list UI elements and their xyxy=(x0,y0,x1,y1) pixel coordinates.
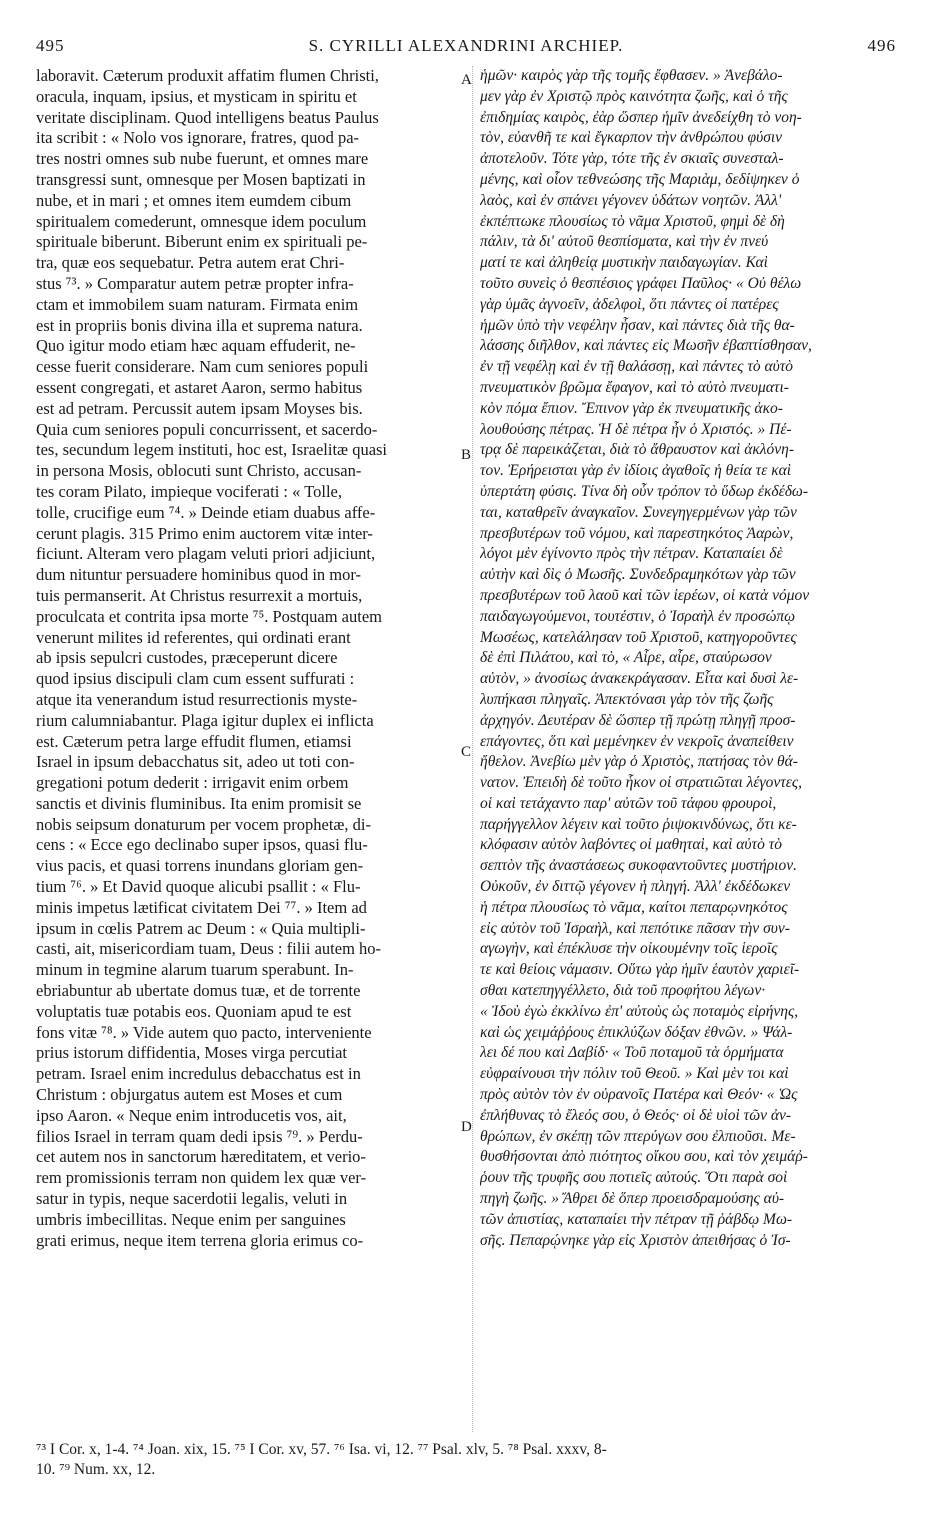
latin-text-line: dum nituntur persuadere hominibus quod in mor- xyxy=(36,565,362,585)
greek-text-line: πνευματικὸν βρῶμα ἔφαγον, καὶ τὸ αὐτὸ πνευματι- xyxy=(480,378,789,396)
latin-text-line: Quia cum seniores populi concurrissent, et sacerdo- xyxy=(36,419,378,439)
greek-text-line: λει δέ που καὶ Δαβίδ· « Τοῦ ποταμοῦ τὰ ὁρμήματα xyxy=(480,1044,784,1062)
margin-letter-c: C xyxy=(461,744,472,760)
greek-text-line: τοῦτο συνεὶς ὁ θεσπέσιος γράφει Παῦλος· « Οὐ θέλω xyxy=(480,274,802,292)
latin-text-line: atque ita venerandum istud resurrectionis myste- xyxy=(36,689,358,709)
greek-text-line: εἰς αὐτὸν τοῦ Ἰσραὴλ, καὶ πεπότικε πᾶσαν τὴν συν- xyxy=(480,919,790,937)
latin-text-line: tra, quæ eos sequebatur. Petra autem erat Chri- xyxy=(36,253,345,273)
latin-text-line: grati erimus, neque item terrena gloria erimus co- xyxy=(36,1230,364,1250)
greek-text-line: εὐφραίνουσι τὴν πόλιν τοῦ Θεοῦ. » Καὶ μὲν τοι καὶ xyxy=(480,1065,789,1083)
greek-text-line: « Ἰδοὺ ἐγὼ ἐκκλίνω ἐπ' αὐτοὺς ὡς ποταμὸς εἰρήνης, xyxy=(480,1002,799,1020)
greek-text-line: παρήγγελλον λέγειν καὶ τοῦτο ῥιψοκινδύνως, ὅτι κε- xyxy=(480,815,797,833)
greek-text-line: λουθούσης πέτρας. Ἡ δὲ πέτρα ἦν ὁ Χριστός. » Πέ- xyxy=(480,420,792,438)
greek-text-line: τρᾳ δὲ παρεικάζεται, διὰ τὸ ἄθραυστον καὶ ἀκλόνη- xyxy=(480,441,794,459)
latin-text-line: sanctis et divinis fluminibus. Ita enim promisit se xyxy=(36,793,362,813)
latin-text-line: minum in tegmine alarum tuarum sperabunt. In- xyxy=(36,960,354,980)
latin-text-line: rium calumniabantur. Plaga igitur duplex ei inflicta xyxy=(36,710,374,730)
page-number-right: 496 xyxy=(867,36,896,55)
latin-text-line: voluptatis tuæ potabis eos. Quoniam apud te est xyxy=(36,1001,352,1021)
margin-letter-a: A xyxy=(461,72,472,88)
greek-text-line: αὐτὴν καὶ δὶς ὁ Μωσῆς. Συνδεδραμηκότων γὰρ τῶν xyxy=(480,566,796,584)
latin-text-line: oracula, inquam, ipsius, et mysticam in spiritu et xyxy=(36,86,357,106)
greek-text-line: Μωσέως, κατελάλησαν τοῦ Χριστοῦ, κατηγοροῦντες xyxy=(480,628,797,646)
latin-text-line: nobis seipsum donaturum per vocem prophetæ, di- xyxy=(36,814,371,834)
greek-text-line: ὑπερτάτη φύσις. Τίνα δὴ οὖν τρόπον τὸ ὕδωρ ἐκδέδω- xyxy=(480,482,809,500)
greek-text-line: θρώπων, ἐν σκέπῃ τῶν πτερύγων σου ἐλπιοῦσι. Με- xyxy=(480,1127,796,1145)
greek-text-line: παιδαγωγούμενοι, τουτέστιν, ὁ Ἰσραὴλ ἐν προσώπῳ xyxy=(480,607,796,625)
latin-text-line: Quo igitur modo etiam hæc aquam effuderit, ne- xyxy=(36,336,356,356)
latin-text-line: ipsum in cœlis Patrem ac Deum : « Quia multipli- xyxy=(36,918,366,938)
latin-text-line: cens : « Ecce ego declinabo super ipsos, quasi flu- xyxy=(36,835,368,855)
latin-text-line: cet autem nos in sanctorum hæreditatem, et verio- xyxy=(36,1147,366,1167)
latin-text-line: umbris imbecillitas. Neque enim per sanguines xyxy=(36,1209,346,1229)
greek-text-line: πρὸς αὐτὸν τὸν ἐν οὐρανοῖς Πατέρα καὶ Θεόν· « Ὡς xyxy=(480,1086,798,1104)
greek-text-line: ματί τε καὶ ἀληθείᾳ μυστικὴν παιδαγωγίαν. Καὶ xyxy=(480,254,768,272)
greek-text-line: ἡμῶν· καιρὸς γὰρ τῆς τομῆς ἔφθασεν. » Ἀνεβάλο- xyxy=(480,67,783,84)
latin-text-line: tolle, crucifige eum ⁷⁴. » Deinde etiam duabus affe- xyxy=(36,502,376,522)
greek-text-line: τὸν, εὐανθῆ τε καὶ ἔγκαρπον τὴν ἀνθρώπου φύσιν xyxy=(480,129,783,147)
greek-text-line: λυπήκασι πληγαῖς. Ἀπεκτόνασι γὰρ τὸν τῆς ζωῆς xyxy=(480,690,774,708)
latin-text-line: satur in typis, neque sacerdotii legalis, veluti in xyxy=(36,1189,348,1209)
greek-text-line: κλόφασιν αὐτὸν λαβόντες οἱ μαθηταὶ, καὶ αὐτὸ τὸ xyxy=(480,836,783,854)
latin-text-line: laboravit. Cæterum produxit affatim flumen Christi, xyxy=(36,66,379,85)
latin-text-line: Christum : objurgatus autem est Moses et cum xyxy=(36,1085,343,1105)
latin-text-line: est in propriis bonis divina illa et suprema natura. xyxy=(36,315,363,335)
greek-text-line: ἡ πέτρα πλουσίως τὸ νᾶμα, καίτοι πεπαρῳνηκότος xyxy=(480,898,788,916)
latin-text-line: petram. Israel enim incredulus debacchatus est in xyxy=(36,1064,361,1084)
latin-text-line: spirituale biberunt. Biberunt enim ex spirituali pe- xyxy=(36,232,368,252)
greek-text-line: Οὐκοῦν, ἐν διττῷ γέγονεν ἡ πληγή. Ἀλλ' ἐκδέδωκεν xyxy=(480,878,791,896)
greek-text-line: ἀρχηγόν. Δευτέραν δὲ ὥσπερ τῇ πρώτῃ πληγῇ προσ- xyxy=(480,711,796,729)
latin-text-line: venerunt milites id referentes, qui ordinati erant xyxy=(36,627,351,647)
greek-text-line: μένης, καὶ οἷον τεθνεώσης τῆς Μαριὰμ, δεδίψηκεν ὁ xyxy=(480,170,800,188)
greek-text-line: πρεσβυτέρων τοῦ νόμου, καὶ παρεστηκότος Ἀαρὼν, xyxy=(480,524,794,542)
greek-text-line: ἐπιδημίας καιρὸς, ἐὰρ ὥσπερ ἡμῖν ἀνεδείχθη τὸ νοη- xyxy=(480,108,802,126)
latin-text-line: est ad petram. Percussit autem ipsam Moyses bis. xyxy=(36,398,363,418)
greek-text-line: σθαι κατεπηγγέλλετο, διὰ τοῦ προφήτου λέγων· xyxy=(480,982,766,1000)
greek-text-line: λαὸς, καὶ ἐν σπάνει γέγονεν ὑδάτων νοητῶν. Ἀλλ' xyxy=(480,191,782,209)
greek-text-line: κὸν πόμα ἔπιον. Ἔπινον γὰρ ἐκ πνευματικῆς ἀκο- xyxy=(480,399,783,417)
latin-text-line: proculcata et contrita ipsa morte ⁷⁵. Postquam autem xyxy=(36,606,382,626)
greek-text-line: καὶ ὡς χειμάῤῥους ἐπικλύζων δόξαν ἐθνῶν. » Ψάλ- xyxy=(480,1023,793,1041)
latin-text-line: ab ipsis sepulcri custodes, præceperunt dicere xyxy=(36,648,338,668)
greek-text-line: πρεσβυτέρων τοῦ λαοῦ καὶ τῶν ἱερέων, οἱ κατὰ νόμον xyxy=(480,586,810,604)
latin-text-line: tium ⁷⁶. » Et David quoque alicubi psallit : « Flu- xyxy=(36,877,361,897)
greek-text-line: νατον. Ἐπειδὴ δὲ τοῦτο ἧκον οἱ στρατιῶται λέγοντες, xyxy=(480,774,803,792)
latin-text-line: transgressi sunt, omnesque per Mosen baptizati in xyxy=(36,169,366,189)
latin-text-line: ctam et immobilem suam naturam. Firmata enim xyxy=(36,294,359,314)
latin-text-line: fons vitæ ⁷⁸. » Vide autem quo pacto, interveniente xyxy=(36,1022,372,1042)
greek-text-line: σῆς. Πεπαρῴνηκε γὰρ εἰς Χριστὸν ἀπειθήσας ὁ Ἰσ- xyxy=(480,1231,791,1249)
greek-text-line: ἤθελον. Ἀνεβίω μὲν γὰρ ὁ Χριστὸς, πατήσας τὸν θά- xyxy=(480,753,798,771)
latin-text-line: tuis permanserit. At Christus resurrexit a mortuis, xyxy=(36,585,363,605)
greek-text-line: πηγὴ ζωῆς. » Ἄθρει δὲ ὅπερ προεισδραμούσης αὐ- xyxy=(480,1190,785,1208)
greek-text-line: ται, καταθρεῖν ἀναγκαῖον. Συνεγηγερμένων γὰρ τῶν xyxy=(480,503,797,521)
latin-text-line: nube, et in mari ; et omnes item eumdem cibum xyxy=(36,190,352,210)
greek-text-line: αὐτὸν, » ἀνοσίως ἀνακεκράγασαν. Εἶτα καὶ δυσὶ λε- xyxy=(480,670,799,688)
running-head xyxy=(36,36,896,58)
greek-text-line: θυσθήσονται ἀπὸ πιότητος οἴκου σου, καὶ τὸν χειμάῤ- xyxy=(480,1148,808,1166)
greek-text-line: επάγοντες, ὅτι καὶ μεμένηκεν ἐν νεκροῖς ἀναπείθειν xyxy=(480,732,794,750)
greek-text-line: λάσσης διῆλθον, καὶ πάντες εἰς Μωσῆν ἐβαπτίσθησαν, xyxy=(480,337,812,355)
greek-text-line: δὲ ἐπὶ Πιλάτου, καὶ τὸ, « Αἶρε, αἶρε, σταύρωσον xyxy=(480,649,772,667)
latin-text-line: tes coram Pilato, impieque vociferati : « Tolle, xyxy=(36,481,342,501)
greek-column xyxy=(480,66,894,1432)
latin-text-line: Israel in ipsum debacchatus sit, adeo ut toti con- xyxy=(36,752,355,772)
latin-text-line: tres nostri omnes sub nube fuerunt, et omnes mare xyxy=(36,149,369,169)
greek-text-line: ἐκπέπτωκε πλουσίως τὸ νᾶμα Χριστοῦ, φημὶ δὲ δὴ xyxy=(480,212,785,230)
page-number-left: 495 xyxy=(36,36,65,55)
latin-text-line: essent congregati, et astaret Aaron, sermo habitus xyxy=(36,377,363,397)
latin-text-line: rem promissionis terram non quidem lex quæ ver- xyxy=(36,1168,367,1188)
greek-text-line: τῶν ἀπιστίας, καταπαίει τὴν πέτραν τῇ ῥάβδῳ Μω- xyxy=(480,1210,793,1228)
footnotes xyxy=(36,1440,896,1480)
greek-text-line: γὰρ ὑμᾶς ἀγνοεῖν, ἀδελφοὶ, ὅτι πάντες οἱ πατέρες xyxy=(480,295,779,313)
greek-text-line: πάλιν, τὰ δι' αὐτοῦ θεσπίσματα, καὶ τὴν ἐν πνεύ xyxy=(480,233,769,251)
greek-text-line: λόγοι μὲν ἐγίνοντο πρὸς τὴν πέτραν. Καταπαίει δὲ xyxy=(480,545,783,563)
latin-text-line: veritate disciplinam. Quod intelligens beatus Paulus xyxy=(36,107,379,127)
greek-text-line: ἡμῶν ὑπὸ τὴν νεφέλην ἦσαν, καὶ πάντες διὰ τῆς θα- xyxy=(480,316,795,334)
latin-text-line: gregationi potum dederit : irrigavit enim orbem xyxy=(36,773,349,793)
greek-text-line: ῥουν τῆς τρυφῆς σου ποτιεῖς αὐτούς. Ὅτι παρὰ σοὶ xyxy=(480,1169,788,1187)
latin-text-line: cerunt plagis. 315 Primo enim auctorem vitæ inter- xyxy=(36,523,373,543)
greek-text-line: ἐπλήθυνας τὸ ἔλεός σου, ὁ Θεός· οἱ δὲ υἱοὶ τῶν ἀν- xyxy=(480,1106,792,1124)
latin-text-line: quod ipsius discipuli clam cum essent suffurati : xyxy=(36,669,355,689)
latin-text-line: ebriabuntur ab ubertate domus tuæ, et de torrente xyxy=(36,981,361,1001)
footnote-line: 10. ⁷⁹ Num. xx, 12. xyxy=(36,1461,156,1478)
footnote-line: ⁷³ I Cor. x, 1-4. ⁷⁴ Joan. xix, 15. ⁷⁵ I Cor. xv, 57. ⁷⁶ Isa. vi, 12. ⁷⁷ Psal. xlv, 5. ⁷⁸ Psal. xxxv, 8- xyxy=(36,1441,607,1458)
latin-text-line: in persona Mosis, oblocuti sunt Christo, accusan- xyxy=(36,461,362,481)
greek-text-line: αγωγὴν, καὶ ἐπέκλυσε τὴν οἰκουμένην τοῖς ἱεροῖς xyxy=(480,940,778,958)
latin-text-line: filios Israel in terram quam dedi ipsis ⁷⁹. » Perdu- xyxy=(36,1126,363,1146)
greek-text-line: μεν γὰρ ἐν Χριστῷ πρὸς καινότητα ζωῆς, καὶ ὁ τῆς xyxy=(480,87,788,105)
latin-text-line: minis impetus lætificat civitatem Dei ⁷⁷. » Item ad xyxy=(36,897,367,917)
greek-text-line: τε καὶ θείοις νάμασιν. Οὕτω γὰρ ἡμῖν ἑαυτὸν χαριεῖ- xyxy=(480,961,800,979)
margin-letter-b: B xyxy=(461,447,472,463)
latin-text-line: ipso Aaron. « Neque enim introducetis vos, ait, xyxy=(36,1105,347,1125)
latin-text-line: ita scribit : « Nolo vos ignorare, fratres, quod pa- xyxy=(36,128,360,148)
latin-text-line: spiritualem comederunt, omnesque idem poculum xyxy=(36,211,367,231)
greek-text-line: τον. Ἐρήρεισται γὰρ ἐν ἰδίοις ἀγαθοῖς ἡ θεία τε καὶ xyxy=(480,462,792,480)
running-title: S. CYRILLI ALEXANDRINI ARCHIEP. xyxy=(308,36,624,55)
latin-text-line: est. Cæterum petra large effudit flumen, etiamsi xyxy=(36,731,352,751)
latin-text-line: casti, ait, misericordiam tuam, Deus : filii autem ho- xyxy=(36,939,382,959)
margin-letter-d: D xyxy=(461,1119,472,1135)
greek-text-line: ἀποτελοῦν. Τότε γὰρ, τότε τῆς ἐν σκιαῖς συνεσταλ- xyxy=(480,150,784,168)
latin-text-line: cesse fuerit considerare. Nam cum seniores populi xyxy=(36,357,369,377)
latin-text-line: ficiunt. Alteram vero plagam veluti priori adjiciunt, xyxy=(36,544,376,564)
latin-text-line: stus ⁷³. » Comparatur autem petræ propter infra- xyxy=(36,273,354,293)
greek-text-line: οἱ καὶ τετάχαντο παρ' αὐτῶν τοῦ τάφου φρουροὶ, xyxy=(480,794,777,812)
greek-text-line: ἐν τῇ νεφέλῃ καὶ ἐν τῇ θαλάσσῃ, καὶ πάντες τὸ αὐτὸ xyxy=(480,358,794,376)
latin-text-line: vius pacis, et quasi torrens inundans gloriam gen- xyxy=(36,856,364,876)
latin-text-line: prius istorum diffidentia, Moses virga percutiat xyxy=(36,1043,348,1063)
column-divider xyxy=(472,66,473,1432)
latin-text-line: tes, secundum legem instituti, hoc est, Israelitæ quasi xyxy=(36,440,388,460)
greek-text-line: σεπτὸν τῆς ἀναστάσεως συκοφαντοῦντες μυστήριον. xyxy=(480,857,797,875)
latin-column xyxy=(36,66,464,1432)
